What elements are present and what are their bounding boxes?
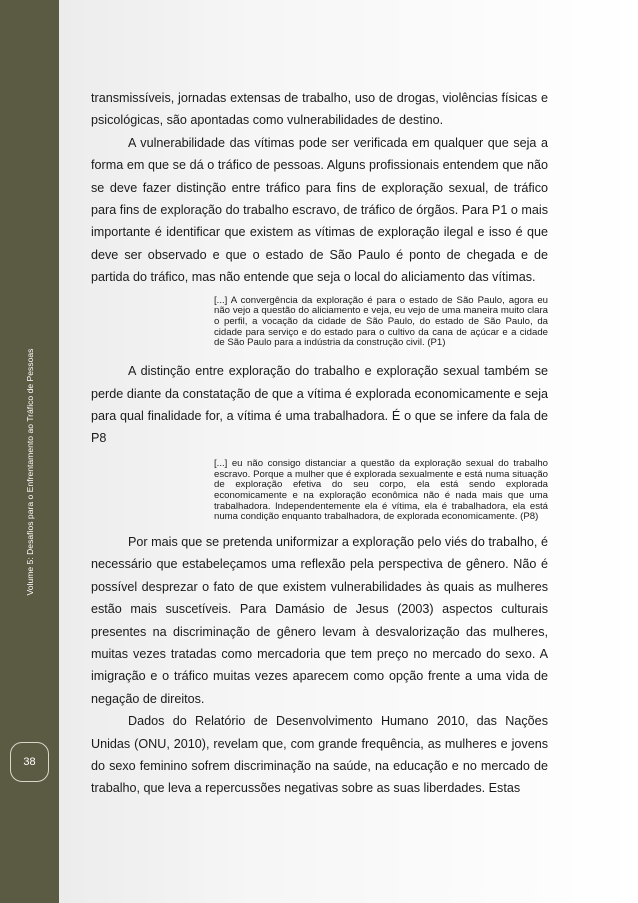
- paragraph-5: Dados do Relatório de Desenvolvimento Humano 2010, das Nações Unidas (ONU, 2010), revelam que, com grande frequência, as mulheres e jovens do sexo feminino sofrem discriminação na saúde, na educação e no mercado de trabalho, que leva a repercussões negativas sobre as suas liberdades. Estas: [91, 714, 548, 796]
- paragraph-2: A vulnerabilidade das vítimas pode ser verificada em qualquer que seja a forma em que se dá o tráfico de pessoas. Alguns profissionais entendem que não se deve fazer distinção entre tráfico para fins de exploração sexual, de tráfico para fins de exploração do trabalho escravo, de tráfico de órgãos. Para P1 o mais importante é identificar que existem as vítimas de exploração ilegal e isso é que deve ser observado e que o estado de São Paulo é ponto de chegada e de partida do tráfico, mas não entende que seja o local do aliciamento das vítimas.: [91, 135, 548, 285]
- paragraph-3: A distinção entre exploração do trabalho e exploração sexual também se perde diante da constatação de que a vítima é explorada economicamente e seja para qual finalidade for, a vítima é uma trabalhadora. É o que se infere da fala de P8: [91, 364, 548, 446]
- page-number: 38: [10, 742, 49, 782]
- paragraph-1: transmissíveis, jornadas extensas de trabalho, uso de drogas, violências físicas e psicológicas, são apontadas como vulnerabilidades de destino.: [91, 91, 548, 128]
- running-title: Volume 5: Desafios para o Enfrentamento ao Tráfico de Pessoas: [25, 348, 35, 596]
- paragraph-4: Por mais que se pretenda uniformizar a exploração pelo viés do trabalho, é necessário que estabeleçamos uma reflexão pela perspectiva de gênero. Não é possível desprezar o fato de que existem vulnerabilidades às quais as mulheres estão mais suscetíveis. Para Damásio de Jesus (2003) aspectos culturais presentes na discriminação de gênero levam à desvalorização das mulheres, muitas vezes tratadas como mercadoria que tem preço no mercado do sexo. A imigração e o tráfico muitas vezes aparecem como opção frente a uma vida de negação de direitos.: [91, 535, 548, 706]
- sidebar: [0, 0, 59, 903]
- block-quote-1: [...] A convergência da exploração é para o estado de São Paulo, agora eu não vejo a questão do aliciamento e veja, eu vejo de uma maneira muito clara o perfil, a vocação da cidade de São Paulo, do estado de São Paulo, da cidade para serviço e do estado para o cultivo da cana de açúcar e a cidade de São Paulo para a indústria da construção civil. (P1): [214, 294, 548, 349]
- block-quote-2: [...] eu não consigo distanciar a questão da exploração sexual do trabalho escravo. Porque a mulher que é explorada sexualmente e está numa situação de exploração efetiva do seu corpo, ela está sendo explorada economicamente e na exploração econômica não é nada mais que uma trabalhadora. Independentemente ela é vítima, ela é trabalhadora, ela está numa condição enquanto trabalhadora, de explorada economicamente. (P8): [214, 457, 548, 523]
- main-text: [91, 87, 548, 800]
